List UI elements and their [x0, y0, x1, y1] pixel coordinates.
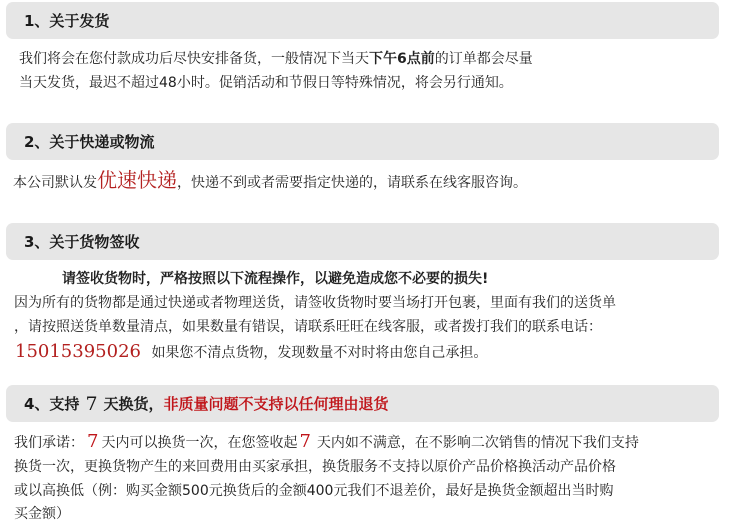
- contact-phone-number: 15015395026: [15, 341, 141, 362]
- deadline-highlight: 下午6点前: [369, 51, 435, 67]
- section-2-header: [6, 123, 719, 160]
- section-2-text: 本公司默认发: [13, 175, 97, 191]
- section-3-line-3: [15, 340, 487, 365]
- section-4-header: [6, 385, 719, 422]
- section-4-line-3: 或以高换低（例：购买金额500元换货后的金额400元我们不退差价，最好是换货金额超出当时购: [14, 483, 614, 499]
- section-1-line-1: [19, 47, 533, 71]
- section-4-text-mid: 天内可以换货一次，在您签收起: [101, 435, 298, 451]
- no-return-policy-text: 非质量问题不支持以任何理由退货: [163, 395, 389, 413]
- section-3-text-end: 如果您不清点货物，发现数量不对时将由您自己承担。: [151, 345, 488, 361]
- section-1-line-2: 当天发货，最迟不超过48小时。促销活动和节假日等特殊情况，将会另行通知。: [19, 75, 513, 91]
- exchange-days-number-1: 7: [87, 431, 99, 452]
- section-4-line-2: 换货一次，更换货物产生的来回费用由买家承担，换货服务不支持以原价产品价格换活动产品价格: [14, 459, 616, 475]
- section-1-header: [6, 2, 719, 39]
- exchange-days-number-2: 7: [299, 431, 311, 452]
- section-1-text: 我们将会在您付款成功后尽快安排备货，一般情况下当天: [19, 51, 369, 67]
- section-4-text-end: 天内如不满意，在不影响二次销售的情况下我们支持: [316, 435, 639, 451]
- section-3-header: [6, 223, 719, 260]
- section-3-line-1: 因为所有的货物都是通过快递或者物理送货，请签收货物时要当场打开包裹，里面有我们的送货单: [14, 295, 616, 311]
- signing-notice: 请签收货物时，严格按照以下流程操作，以避免造成您不必要的损失!: [62, 271, 489, 287]
- section-3-line-2: ，请按照送货单数量清点，如果数量有错误，请联系旺旺在线客服，或者拨打我们的联系电话：: [14, 319, 602, 335]
- section-4-title-end: 天换货，: [103, 395, 164, 413]
- section-2-text-end: ，快递不到或者需要指定快递的，请联系在线客服咨询。: [177, 175, 527, 191]
- exchange-days-number: 7: [85, 392, 98, 415]
- section-1-text-end: 的订单都会尽量: [434, 51, 533, 67]
- section-4-line-4: 买金额）: [14, 506, 70, 522]
- section-4-text: 我们承诺：: [14, 435, 84, 451]
- section-2-title: 2、关于快递或物流: [24, 133, 155, 151]
- section-4-line-1: [14, 430, 639, 455]
- section-2-line-1: [13, 168, 527, 195]
- section-1-title: 1、关于发货: [24, 12, 110, 30]
- section-4-title: 4、支持: [24, 395, 80, 413]
- express-company-name: 优速快递: [97, 168, 177, 192]
- section-3-title: 3、关于货物签收: [24, 233, 140, 251]
